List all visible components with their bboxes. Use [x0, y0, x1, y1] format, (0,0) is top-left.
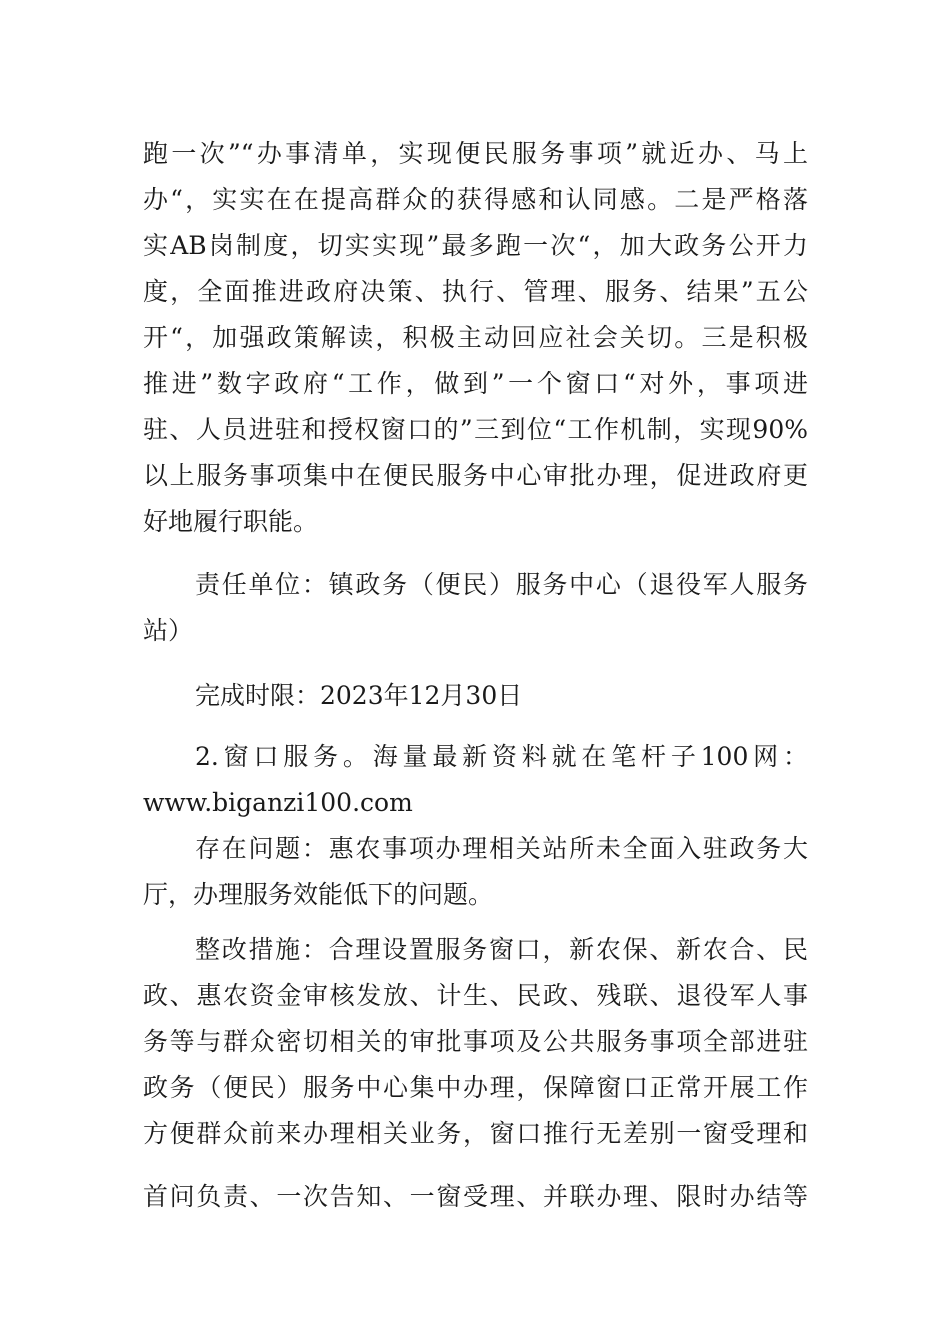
text-line: 责任单位：镇政务（便民）服务中心（退役军人服务: [195, 570, 808, 599]
text-line: www.biganzi100.com: [143, 788, 413, 817]
text-line: 推进”数字政府“工作，做到”一个窗口“对外，事项进: [143, 369, 808, 398]
text-line: 2.窗口服务。海量最新资料就在笔杆子100网：: [195, 742, 808, 771]
text-line: 以上服务事项集中在便民服务中心审批办理，促进政府更: [143, 461, 808, 490]
text-line: 厅，办理服务效能低下的问题。: [143, 880, 494, 909]
text-line: 存在问题：惠农事项办理相关站所未全面入驻政务大: [195, 834, 808, 863]
text-line: 站）: [143, 616, 194, 645]
text-line: 整改措施：合理设置服务窗口，新农保、新农合、民: [195, 935, 808, 964]
text-line: 完成时限：2023年12月30日: [195, 681, 523, 710]
text-line: 跑一次”“办事清单，实现便民服务事项”就近办、马上: [143, 139, 808, 168]
text-line: 开“，加强政策解读，积极主动回应社会关切。三是积极: [143, 323, 808, 352]
text-line: 度，全面推进政府决策、执行、管理、服务、结果”五公: [143, 277, 808, 306]
text-line: 政、惠农资金审核发放、计生、民政、残联、退役军人事: [143, 981, 808, 1010]
text-line: 方便群众前来办理相关业务，窗口推行无差别一窗受理和: [143, 1119, 808, 1148]
text-line: 政务（便民）服务中心集中办理，保障窗口正常开展工作: [143, 1073, 808, 1102]
text-line: 办“，实实在在提高群众的获得感和认同感。二是严格落: [143, 185, 808, 214]
text-line: 实AB岗制度，切实实现”最多跑一次“，加大政务公开力: [143, 231, 808, 260]
text-line: 驻、人员进驻和授权窗口的”三到位“工作机制，实现90%: [143, 415, 808, 444]
text-line: 务等与群众密切相关的审批事项及公共服务事项全部进驻: [143, 1027, 808, 1056]
text-line: 好地履行职能。: [143, 507, 319, 536]
text-line: 首问负责、一次告知、一窗受理、并联办理、限时办结等: [143, 1182, 808, 1211]
